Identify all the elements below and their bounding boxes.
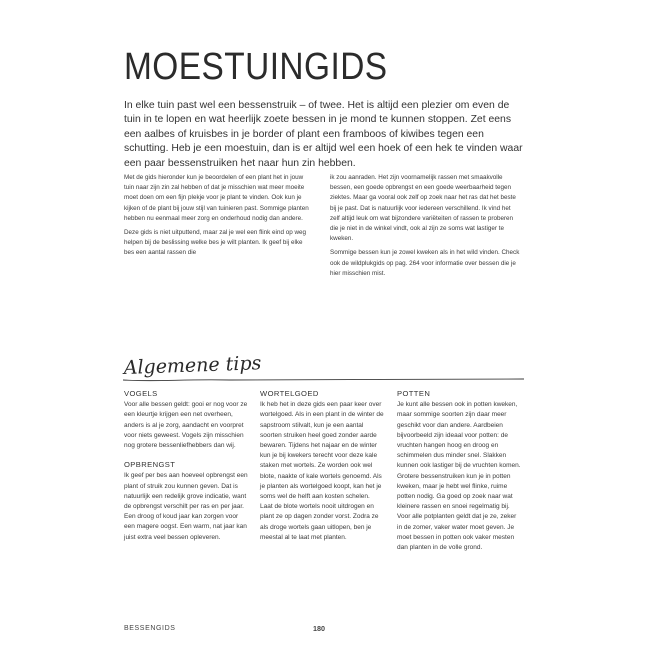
tip-text-potten: Je kunt alle bessen ook in potten kweken, maar sommige soorten zijn daar meer geschikt voor dan andere. Aardbeien bijvoorbeeld zijn ideaal voor potten: de vruchten hangen hoog en droog en schimmelen dus minder snel. Slakken kunnen ook lastiger bij de vruchten komen. Grotere bessenstruiken kun je in potten kweken, maar je hebt wel flinke, ruime potten nodig. Ga goed op zoek naar wat kleinere rassen en snoei regelmatig bij. Voor alle potplanten geldt dat je ze, zeker in de zomer, vaker water moet geven. Je moet bessen in potten ook vaker mesten dan planten in de volle grond.: [397, 401, 521, 552]
section-heading: [120, 352, 525, 386]
body-paragraph: Met de gids hieronder kun je beoordelen of een plant het in jouw tuin naar zijn zin zal hebben of dat je misschien wat meer moeite moet doen om een fijn plekje voor je plant te vinden. Ook kun je kijken of de plant bij jouw stijl van tuinieren past. Sommige planten hebben nu eenmaal meer zorg en onderhoud nodig dan andere.: [124, 174, 309, 222]
tip-text-vogels: Voor alle bessen geldt: gooi er nog voor ze een kleurtje krijgen een net overheen, anders is al je zorg, aandacht en voorpret voor niets geweest. Vogels zijn misschien nog grotere bessenliefhebbers dan wij.: [124, 401, 248, 450]
section-heading-text: Algemene tips: [123, 352, 262, 379]
tip-text-wortelgoed: Ik heb het in deze gids een paar keer over wortelgoed. Als in een plant in de winter de sapstroom stilvalt, kun je een aantal soorten struiken heel goed zonder aarde bewaren. Tijdens het najaar en de winter kun je bij kwekers terecht voor deze kale staken met wortels. Ze worden ook wel blote, naakte of kale wortels genoemd. Als je planten als wortelgoed koopt, kan het je soms wel de helft aan kosten schelen. Laat de blote wortels nooit uitdrogen en plant ze op dagen zonder vorst. Zodra ze als droge wortels gaan uitlopen, ben je meestal al te laat met planten.: [260, 401, 384, 541]
intro-paragraph: In elke tuin past wel een bessenstruik – of twee. Het is altijd een plezier om even de tuin in te lopen en wat heerlijk zoete bessen in je mond te kunnen stoppen. Zet eens een aalbes of kruisbes in je border of plant een framboos of kiwibes tegen een schutting. Heb je een moestuin, dan is er altijd wel een hoek of een hek te vinden waar een paar bessenstruiken het naar hun zin hebben.: [124, 100, 523, 169]
page-title: MOESTUINGIDS: [124, 46, 388, 88]
body-paragraph: Deze gids is niet uitputtend, maar zal je wel een flink eind op weg helpen bij de beslissing welke bes je wilt planten. Ik geef bij elke bes een aantal rassen die: [124, 229, 307, 257]
tips-column-1: [124, 389, 248, 552]
tip-heading-wortelgoed: WORTELGOED: [260, 389, 319, 398]
body-paragraph: Sommige bessen kun je zowel kweken als in het wild vinden. Check ook de wildplukgids op pag. 264 voor informatie over bessen die je hier misschien mist.: [330, 249, 520, 277]
tips-column-2: [260, 389, 384, 552]
tips-column-3: [397, 389, 523, 562]
body-column-right: [330, 173, 520, 283]
tip-heading-potten: POTTEN: [397, 389, 431, 398]
script-underline: [120, 352, 525, 386]
body-column-left: [124, 173, 312, 263]
body-paragraph: ik zou aanraden. Het zijn voornamelijk rassen met smaakvolle bessen, een goede opbrengst en een goede weerbaarheid tegen ziektes. Maar ga vooral ook zelf op zoek naar het ras dat het beste bij je past. Dat is natuurlijk voor iedereen verschillend. Ik vind het zelf altijd leuk om wat bijzondere variëteiten of rassen te proberen die je niet in de winkel vindt, ook al zijn ze soms wat lastiger te kweken.: [330, 174, 516, 243]
tip-heading-opbrengst: OPBRENGST: [124, 460, 176, 470]
footer-section-label: BESSENGIDS: [124, 625, 176, 632]
page-number: 180: [313, 624, 325, 633]
tip-text-opbrengst: Ik geef per bes aan hoeveel opbrengst een plant of struik zou kunnen geven. Dat is natuurlijk een redelijk grove indicatie, want de opbrengst verschilt per ras en per jaar. Een droog of koud jaar kan zorgen voor een magere oogst. Een warm, nat jaar kan juist extra veel bessen opleveren.: [124, 472, 248, 541]
tip-heading-vogels: VOGELS: [124, 389, 158, 398]
